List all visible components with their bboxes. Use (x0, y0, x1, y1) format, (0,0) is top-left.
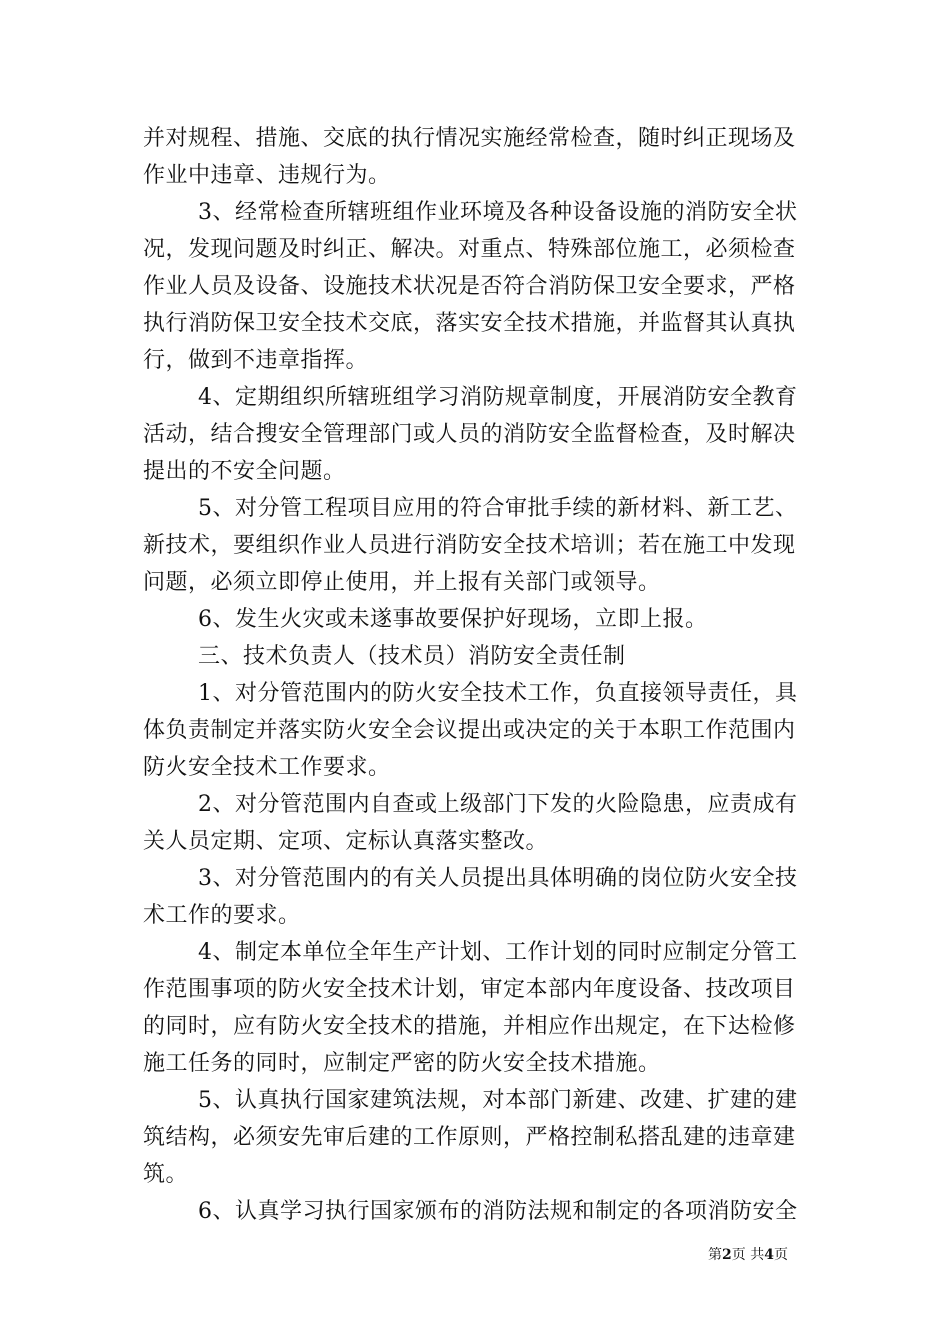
section-heading: 三、技术负责人（技术员）消防安全责任制 (198, 644, 626, 669)
text-line-6: 执行消防保卫安全技术交底，落实安全技术措施，并监督其认真执 (143, 311, 796, 336)
text-line-10: 提出的不安全问题。 (143, 459, 346, 484)
text-line-17: 体负责制定并落实防火安全会议提出或决定的关于本职工作范围内 (143, 718, 796, 743)
text-line-5: 作业人员及设备、设施技术状况是否符合消防保卫安全要求，严格 (143, 274, 796, 299)
text-line-3: 3、经常检查所辖班组作业环境及各种设备设施的消防安全状 (198, 200, 798, 225)
text-line-22: 术工作的要求。 (143, 903, 301, 928)
footer-prefix: 第 (708, 1247, 722, 1263)
text-line-16: 1、对分管范围内的防火安全技术工作，负直接领导责任，具 (198, 681, 798, 706)
text-line-25: 的同时，应有防火安全技术的措施，并相应作出规定，在下达检修 (143, 1014, 796, 1039)
text-line-7: 行，做到不违章指挥。 (143, 348, 369, 373)
text-line-4: 况，发现问题及时纠正、解决。对重点、特殊部位施工，必须检查 (143, 237, 796, 262)
text-line-2: 作业中违章、违规行为。 (143, 163, 391, 188)
text-line-21: 3、对分管范围内的有关人员提出具体明确的岗位防火安全技 (198, 866, 798, 891)
text-line-26: 施工任务的同时，应制定严密的防火安全技术措施。 (143, 1051, 661, 1076)
text-line-18: 防火安全技术工作要求。 (143, 755, 391, 780)
text-line-23: 4、制定本单位全年生产计划、工作计划的同时应制定分管工 (198, 940, 798, 965)
text-line-27: 5、认真执行国家建筑法规，对本部门新建、改建、扩建的建 (198, 1088, 798, 1113)
text-line-13: 问题，必须立即停止使用，并上报有关部门或领导。 (143, 570, 661, 595)
text-line-30: 6、认真学习执行国家颁布的消防法规和制定的各项消防安全 (198, 1199, 798, 1224)
page-footer (708, 1246, 818, 1264)
text-line-29: 筑。 (143, 1162, 189, 1187)
footer-middle: 页 共 (731, 1247, 765, 1263)
text-line-20: 关人员定期、定项、定标认真落实整改。 (143, 829, 549, 854)
total-pages-number: 4 (764, 1247, 774, 1263)
text-line-8: 4、定期组织所辖班组学习消防规章制度，开展消防安全教育 (198, 385, 798, 410)
text-line-28: 筑结构，必须安先审后建的工作原则，严格控制私搭乱建的违章建 (143, 1125, 796, 1150)
text-line-14: 6、发生火灾或未遂事故要保护好现场，立即上报。 (198, 607, 708, 632)
footer-suffix: 页 (773, 1247, 788, 1263)
text-line-9: 活动，结合搜安全管理部门或人员的消防安全监督检查，及时解决 (143, 422, 796, 447)
text-line-1: 并对规程、措施、交底的执行情况实施经常检查，随时纠正现场及 (143, 126, 796, 151)
text-line-11: 5、对分管工程项目应用的符合审批手续的新材料、新工艺、 (198, 496, 798, 521)
text-line-24: 作范围事项的防火安全技术计划，审定本部内年度设备、技改项目 (143, 977, 796, 1002)
text-line-12: 新技术，要组织作业人员进行消防安全技术培训；若在施工中发现 (143, 533, 796, 558)
text-line-19: 2、对分管范围内自查或上级部门下发的火险隐患，应责成有 (198, 792, 798, 817)
current-page-number: 2 (722, 1247, 732, 1263)
